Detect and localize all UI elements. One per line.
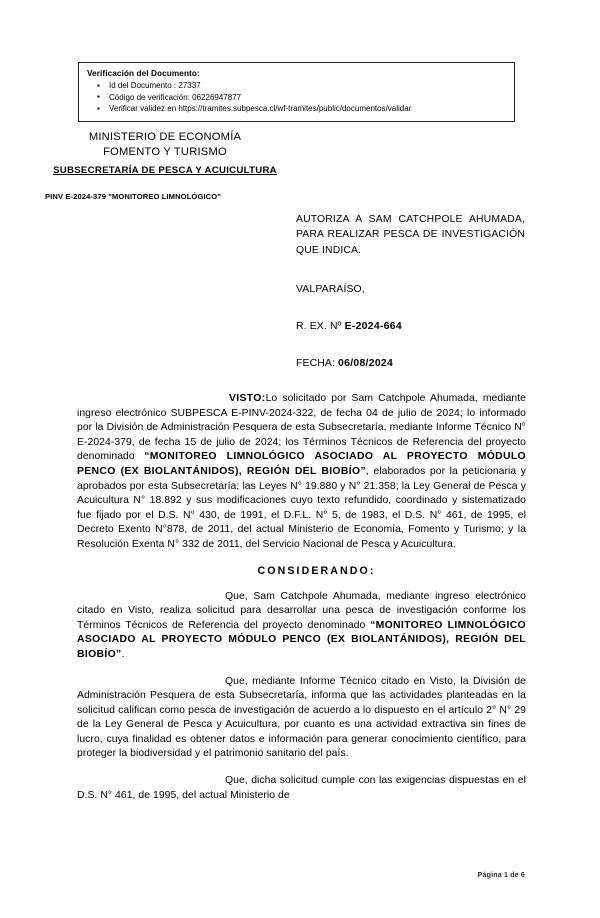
visto-text-part1: Lo solicitado por Sam Catchpole Ahumada, mediante ingreso electrónico SUBPESCA E-PINV-2024-322, de fecha 04 de julio de 2024; lo informado por la División de Administración Pesquera de esta Subsecretaría, mediante Informe Técnico N° E-2024-379, de fecha 15 de julio de 2024; los Términos Técnicos de Referencia del proyecto denominado xyxy=(77,393,526,463)
resolution-date-label: FECHA: xyxy=(296,358,339,370)
ministry-line-1: MINISTERIO DE ECONOMÍA xyxy=(88,131,242,143)
considerando-3-text: Que, dicha solicitud cumple con las exigencias dispuestas en el D.S. N° 461, de 1995, del actual Ministerio de xyxy=(77,775,526,801)
resolution-heading-block xyxy=(296,212,525,369)
resolution-number xyxy=(296,321,525,332)
resolution-city: VALPARAÍSO, xyxy=(296,284,365,296)
project-title-considerando: “MONITOREO LIMNOLÓGICO ASOCIADO AL PROYECTO MÓDULO PENCO (EX BIOLANTÁNIDOS), REGIÓN DEL BIOBÍO” xyxy=(77,619,526,660)
subsecretaria-title: SUBSECRETARÍA DE PESCA Y ACUICULTURA xyxy=(53,165,277,176)
project-title-visto: “MONITOREO LIMNOLÓGICO ASOCIADO AL PROYECTO MÓDULO PENCO (EX BIOLANTÁNIDOS), REGIÓN DEL BIOBÍO” xyxy=(77,451,526,477)
resolution-date xyxy=(296,358,525,369)
page-footer: Página 1 de 6 xyxy=(477,872,525,879)
institution-header xyxy=(45,130,285,177)
visto-label: VISTO: xyxy=(229,393,266,404)
paragraph-considerando-2 xyxy=(77,675,526,763)
visto-text-part2: , elaborados por la peticionaria y aprobados por esta Subsecretaría; las Leyes N° 19.880 y N° 21.358; la Ley General de Pesca y Acuicultura N° 18.892 y sus modificaciones cuyo texto refundido, coordinado y sistematizado fue fijado por el D.S. N° 430, de 1991, el D.F.L. N° 5, de 1983, el D.S. N° 461, de 1995, el Decreto Exento N°878, de 2011, del actual Ministerio de Economía, Fomento y Turismo; y la Resolución Exenta N° 332 de 2011, del Servicio Nacional de Pesca y Acuicultura. xyxy=(77,465,526,550)
paragraph-considerando-3 xyxy=(77,774,526,803)
document-body xyxy=(77,392,526,815)
considerando-1-part1: Que, Sam Catchpole Ahumada, mediante ingreso electrónico citado en Visto, realiza solicitud para desarrollar una pesca de investigación conforme los Términos Técnicos de Referencia del proyecto denominado xyxy=(77,590,526,631)
verification-item-url[interactable]: ▪ Verificar validez en https://tramites.subpesca.cl/wf-tramites/public/documentos/validar xyxy=(109,103,508,115)
verification-box xyxy=(78,62,515,122)
ministry-line-2: FOMENTO Y TURISMO xyxy=(103,145,227,158)
resolution-number-label: R. EX. Nº xyxy=(296,321,345,333)
considerando-1-part2: . xyxy=(121,648,125,660)
paragraph-considerando-1 xyxy=(77,590,526,663)
verification-title: Verificación del Documento: xyxy=(87,69,200,78)
resolution-date-value: 06/08/2024 xyxy=(338,358,394,370)
verification-item-id: ▪ Id del Documento : 27337 xyxy=(109,80,508,92)
verification-list xyxy=(87,80,508,115)
pinv-reference: PINV E-2024-379 "MONITOREO LIMNOLÓGICO" xyxy=(45,192,221,201)
considerando-heading: CONSIDERANDO: xyxy=(257,564,376,577)
resolution-number-value: E-2024-664 xyxy=(344,321,402,333)
resolution-subject: AUTORIZA A SAM CATCHPOLE AHUMADA, PARA REALIZAR PESCA DE INVESTIGACIÓN QUE INDICA. xyxy=(296,214,525,256)
considerando-2-text: Que, mediante Informe Técnico citado en Visto, la División de Administración Pesquera de esta Subsecretaría, informa que las actividades planteadas en la solicitud califican como pesca de investigación de acuerdo a lo dispuesto en el artículo 2° N° 29 de la Ley General de Pesca y Acuicultura, por cuanto es una actividad extractiva sin fines de lucro, cuya finalidad es obtener datos e información para generar conocimiento científico, para proteger la biodiversidad y el patrimonio sanitario del país. xyxy=(77,675,526,760)
verification-item-code: ▪ Código de verificación: 06226947877 xyxy=(109,92,508,104)
paragraph-visto xyxy=(77,392,526,553)
